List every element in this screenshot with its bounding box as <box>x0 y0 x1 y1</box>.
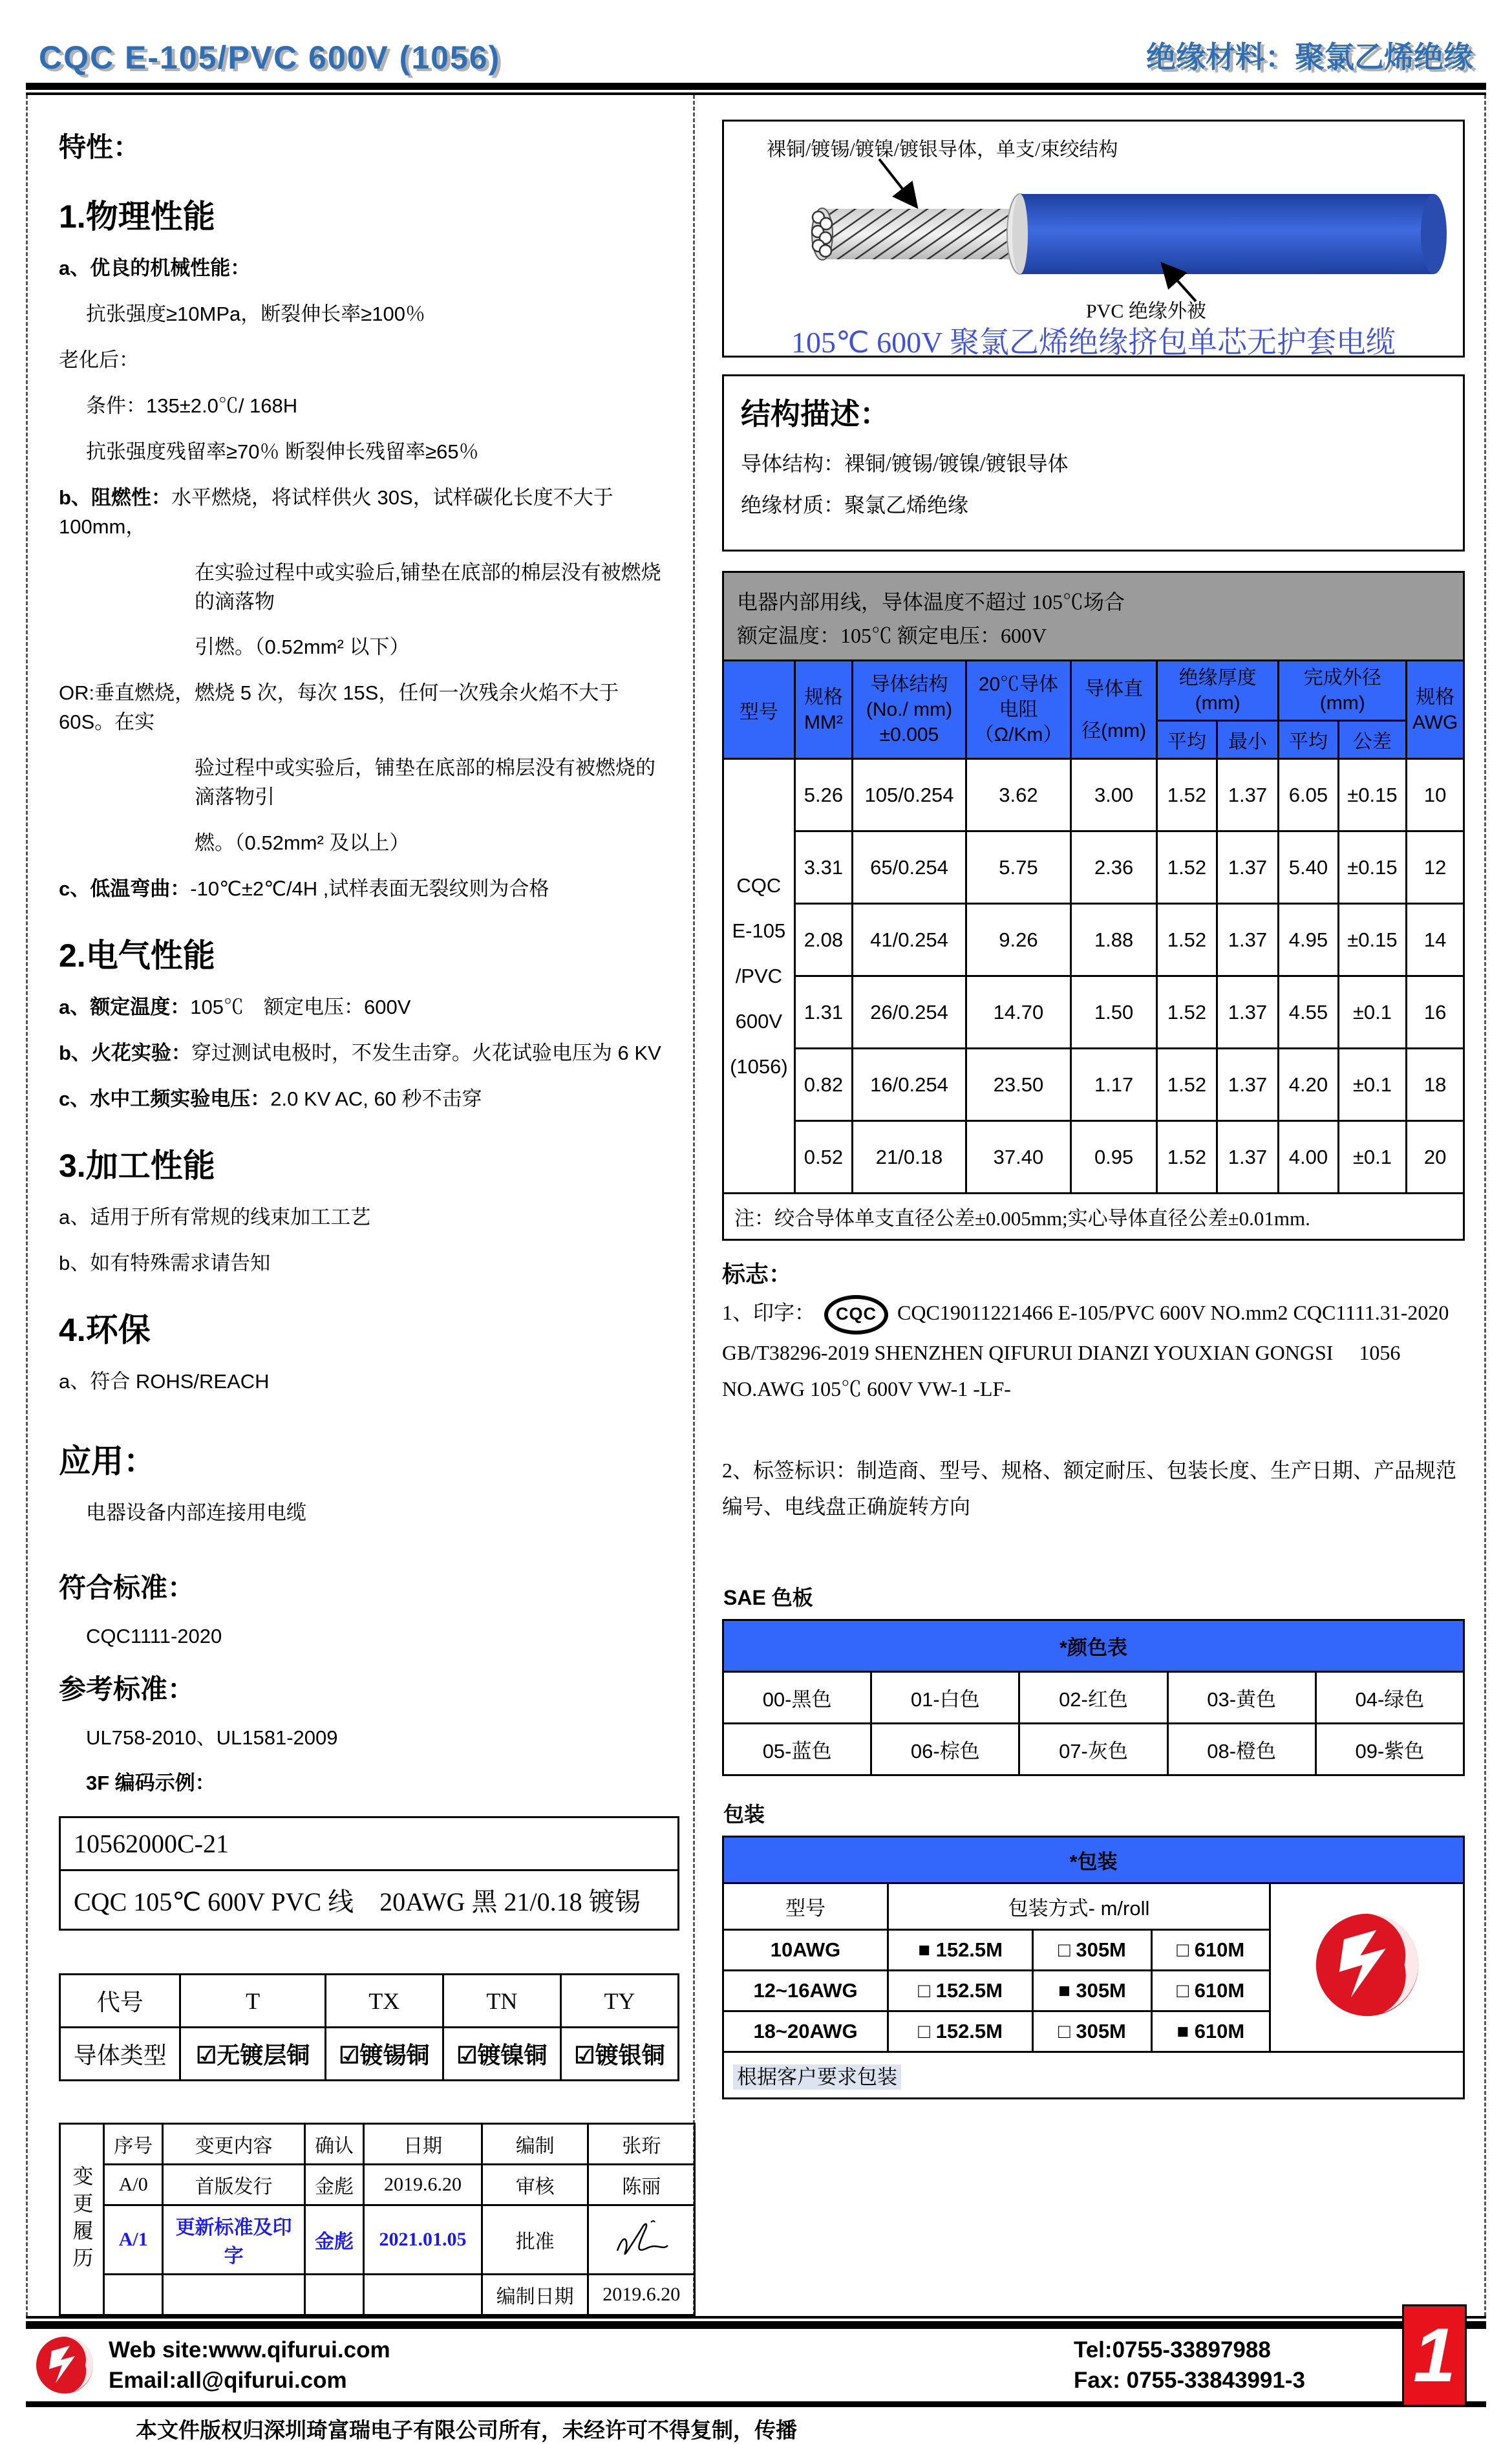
rev-a1-confirm: 金彪 <box>304 2205 363 2275</box>
packing-option: □ 305M <box>1033 2011 1151 2052</box>
mech-label: a、优良的机械性能： <box>59 257 251 279</box>
code-tx: TX <box>325 1975 443 2028</box>
col-structure-line3: ±0.005 <box>879 724 939 745</box>
review-name: 陈丽 <box>588 2165 695 2205</box>
label-marking-line: 2、标签标识：制造商、型号、规格、额定耐压、包装长度、生产日期、产品规范编号、电线盘正确旋转方向 <box>722 1459 1457 1519</box>
company-logo-cell <box>1270 1883 1464 2052</box>
packing-option: □ 152.5M <box>888 1971 1033 2011</box>
fax-text: Fax: 0755-33843991-3 <box>1073 2368 1305 2394</box>
packing-option: □ 305M <box>1033 1930 1151 1971</box>
packing-model: 10AWG <box>723 1930 888 1971</box>
rohs-line: a、符合 ROHS/REACH <box>59 1369 270 1393</box>
conductor-code-table <box>59 1973 679 2081</box>
conductor-arrow-icon <box>879 159 917 207</box>
usage-line2: 额定温度：105℃ 额定电压：600V <box>737 624 1047 647</box>
physical-heading: 1.物理性能 <box>59 198 215 235</box>
rated-label: a、额定温度： <box>59 996 191 1018</box>
model-line: /PVC <box>735 964 783 987</box>
left-column <box>26 95 695 2316</box>
spec-cell: 1.52 <box>1157 759 1217 831</box>
packing-model: 18~20AWG <box>723 2011 888 2052</box>
conductor-callout-label: 裸铜/镀锡/镀镍/镀银导体，单支/束绞结构 <box>767 139 1118 160</box>
col-od-avg: 平均 <box>1279 721 1338 759</box>
table-row <box>723 759 1464 831</box>
tensile-line: 抗张强度≥10MPa，断裂伸长率≥100％ <box>86 302 425 325</box>
table-row <box>723 1121 1464 1194</box>
footer-contact <box>109 2335 390 2396</box>
color-table-title: *颜色表 <box>723 1620 1464 1672</box>
rated-text: 105℃ 额定电压：600V <box>190 996 411 1018</box>
custom-packing-row <box>723 2052 1464 2099</box>
packing-option: ■ 610M <box>1151 2011 1270 2052</box>
silver-copper-option: ☑镀银铜 <box>560 2028 678 2081</box>
spec-cell: 1.52 <box>1157 1049 1217 1121</box>
table-row <box>723 976 1464 1049</box>
empty-cell <box>304 2275 363 2315</box>
table-row <box>60 1975 679 2028</box>
prepared-date-value: 2019.6.20 <box>588 2275 695 2315</box>
spec-note: 注：绞合导体单支直径公差±0.005mm;实心导体直径公差±0.01mm. <box>722 1194 1465 1241</box>
spec-cell: 23.50 <box>966 1049 1070 1121</box>
spec-cell: 16/0.254 <box>853 1049 966 1121</box>
spec-cell: 18 <box>1407 1049 1464 1121</box>
spec-cell: 4.95 <box>1279 904 1338 976</box>
spec-cell: 0.52 <box>794 1121 852 1194</box>
color-table <box>722 1619 1465 1776</box>
spec-cell: 0.82 <box>794 1049 852 1121</box>
copyright-line: 本文件版权归深圳琦富瑞电子有限公司所有，未经许可不得复制，传播 <box>136 2418 797 2443</box>
spec-cell: ±0.15 <box>1338 904 1407 976</box>
col-size-line1: 规格 <box>804 686 843 708</box>
code-header: 代号 <box>60 1975 180 2028</box>
rev-content-header: 变更内容 <box>163 2124 304 2165</box>
packing-model: 12~16AWG <box>723 1971 888 2011</box>
right-column <box>695 95 1486 2316</box>
model-cell <box>723 759 795 1194</box>
model-line: 600V <box>735 1009 783 1033</box>
main-content <box>26 95 1486 2316</box>
water-text: 2.0 KV AC, 60 秒不击穿 <box>270 1087 482 1110</box>
electrical-heading: 2.电气性能 <box>59 938 215 974</box>
aging-label: 老化后： <box>59 348 139 371</box>
processing-b: b、如有特殊需求请告知 <box>59 1251 271 1274</box>
conductor-type-label: 导体类型 <box>60 2028 180 2081</box>
approve-label: 批准 <box>482 2205 588 2275</box>
spec-cell: 12 <box>1407 831 1464 904</box>
spec-cell: 10 <box>1407 759 1464 831</box>
rev-confirm-header: 确认 <box>304 2124 363 2165</box>
signature-icon <box>606 2217 677 2262</box>
spec-cell: 1.37 <box>1217 904 1279 976</box>
spec-cell: 20 <box>1407 1121 1464 1194</box>
spec-cell: ±0.1 <box>1338 1049 1407 1121</box>
spec-cell: 5.40 <box>1279 831 1338 904</box>
spec-cell: 3.00 <box>1071 759 1157 831</box>
spec-cell: 21/0.18 <box>853 1121 966 1194</box>
code-example-box <box>59 1816 679 1931</box>
company-logo-icon <box>32 2333 97 2397</box>
col-model: 型号 <box>723 661 795 759</box>
col-awg <box>1407 661 1464 759</box>
code-example-desc: CQC 105℃ 600V PVC 线 20AWG 黑 21/0.18 镀锡 <box>74 1887 641 1917</box>
spec-cell: 41/0.254 <box>853 904 966 976</box>
spec-cell: 105/0.254 <box>853 759 966 831</box>
insulation-material-label: 绝缘材料：聚氯乙烯绝缘 <box>1146 40 1473 74</box>
model-line: (1056) <box>730 1055 788 1078</box>
spec-cell: 1.37 <box>1217 976 1279 1049</box>
review-label: 审核 <box>482 2165 588 2205</box>
bare-copper-option: ☑无镀层铜 <box>180 2028 325 2081</box>
table-row <box>723 1620 1464 1672</box>
flame-or1: OR:垂直燃烧，燃烧 5 次，每次 15S，任何一次残余火焰不大于 60S。在实 <box>59 681 619 734</box>
reference-heading: 参考标准： <box>59 1673 195 1704</box>
usage-band <box>722 571 1465 659</box>
tel-text: Tel:0755-33897988 <box>1073 2337 1271 2363</box>
spec-cell: 16 <box>1407 976 1464 1049</box>
revision-history-table <box>59 2123 696 2316</box>
color-07: 07-灰色 <box>1019 1724 1167 1775</box>
flame-text1: 水平燃烧，将试样供火 30S，试样碳化长度不大于 100mm， <box>59 486 613 538</box>
packing-option: □ 610M <box>1151 1971 1270 2011</box>
spec-cell: 26/0.254 <box>853 976 966 1049</box>
page-number: 1 <box>1413 2313 1456 2399</box>
packing-section <box>722 1798 1465 2099</box>
printing-prefix: 1、印字： <box>722 1301 816 1324</box>
spec-cell: 1.52 <box>1157 1121 1217 1194</box>
marks-section <box>722 1256 1465 1525</box>
col-ins-min: 最小 <box>1217 721 1279 759</box>
color-06: 06-棕色 <box>871 1724 1019 1775</box>
flame-or2: 验过程中或实验后，铺垫在底部的棉层没有被燃烧的滴落物引 <box>195 756 655 809</box>
packing-option: □ 152.5M <box>888 2011 1033 2052</box>
environment-heading: 4.环保 <box>59 1311 151 1348</box>
page-footer <box>26 2313 1486 2444</box>
spec-cell: 14 <box>1407 904 1464 976</box>
sae-section <box>722 1581 1465 1776</box>
spec-cell: ±0.1 <box>1338 1121 1407 1194</box>
insulation-material-line: 绝缘材质：聚氯乙烯绝缘 <box>741 493 969 517</box>
prepared-name: 张珩 <box>588 2124 695 2165</box>
col-structure <box>853 661 966 759</box>
spec-cell: 1.37 <box>1217 1121 1279 1194</box>
table-row <box>723 1672 1464 1724</box>
aging-condition: 条件：135±2.0℃/ 168H <box>86 394 298 417</box>
col-awg-line2: AWG <box>1412 711 1458 733</box>
rev-a0-no: A/0 <box>104 2165 163 2205</box>
color-02: 02-红色 <box>1019 1672 1167 1724</box>
spec-cell: 1.50 <box>1071 976 1157 1049</box>
col-resistance-line1: 20℃导体 <box>978 674 1059 695</box>
rev-no-header: 序号 <box>104 2124 163 2165</box>
spec-cell: 1.31 <box>794 976 852 1049</box>
revision-side-label: 变更履历 <box>60 2124 104 2315</box>
spark-label: b、火花实验： <box>59 1041 191 1064</box>
approval-signature-cell <box>588 2205 695 2275</box>
spec-cell: 3.62 <box>966 759 1070 831</box>
printing-text: CQC19011221466 E-105/PVC 600V NO.mm2 CQC1111.31-2020 GB/T38296-2019 SHENZHEN QIFURUI DIANZI YOUXIAN GONGSI 1056 NO.AWG 105℃ 600V VW-1 -LF- <box>722 1301 1449 1401</box>
footer-rule-thick <box>26 2321 1486 2329</box>
sae-heading: SAE 色板 <box>723 1586 813 1610</box>
cqc-mark-icon: CQC <box>824 1295 888 1335</box>
col-od-group <box>1279 661 1407 721</box>
footer-body <box>26 2329 1486 2401</box>
email-text[interactable]: Email:all@qifurui.com <box>109 2368 347 2394</box>
jacket-callout-label: PVC 绝缘外被 <box>1086 301 1206 322</box>
rev-a0-content: 首版发行 <box>163 2165 304 2205</box>
spec-cell: 9.26 <box>966 904 1070 976</box>
spec-cell: 37.40 <box>966 1121 1070 1194</box>
table-row <box>723 1049 1464 1121</box>
model-line: E-105 <box>732 919 786 942</box>
spark-text: 穿过测试电极时，不发生击穿。火花试验电压为 6 KV <box>191 1041 661 1064</box>
table-row <box>60 2205 695 2275</box>
spec-cell: ±0.1 <box>1338 976 1407 1049</box>
rev-a0-confirm: 金彪 <box>304 2165 363 2205</box>
table-row <box>723 1883 1464 1930</box>
spec-cell: 65/0.254 <box>853 831 966 904</box>
code-ty: TY <box>560 1975 678 2028</box>
spec-cell: 1.37 <box>1217 1049 1279 1121</box>
color-01: 01-白色 <box>871 1672 1019 1724</box>
col-resistance-line3: （Ω/Km） <box>974 724 1063 745</box>
tinned-copper-option: ☑镀锡铜 <box>325 2028 443 2081</box>
rev-a0-date: 2019.6.20 <box>364 2165 482 2205</box>
packing-method-header: 包装方式- m/roll <box>888 1883 1270 1930</box>
spec-cell: 2.36 <box>1071 831 1157 904</box>
packing-option: ■ 152.5M <box>888 1930 1033 1971</box>
table-row <box>60 2124 695 2165</box>
conductor-structure-line: 导体结构：裸铜/镀锡/镀镍/镀银导体 <box>741 452 1069 475</box>
col-insulation-group <box>1157 661 1279 721</box>
spec-cell: 1.52 <box>1157 904 1217 976</box>
coldbend-text: -10℃±2℃/4H ,试样表面无裂纹则为合格 <box>190 877 549 901</box>
col-diameter <box>1071 661 1157 759</box>
table-row <box>60 2165 695 2205</box>
empty-cell <box>163 2275 304 2315</box>
spec-cell: ±0.15 <box>1338 831 1407 904</box>
col-awg-line1: 规格 <box>1416 686 1455 708</box>
color-03: 03-黄色 <box>1167 1672 1315 1724</box>
cable-illustration-box <box>722 120 1465 358</box>
col-insulation-title: 绝缘厚度 <box>1178 667 1257 689</box>
packing-option: ■ 305M <box>1033 1971 1151 2011</box>
col-diameter-line2: 径(mm) <box>1081 720 1147 742</box>
standards-heading: 符合标准： <box>59 1572 195 1603</box>
spec-cell: 0.95 <box>1071 1121 1157 1194</box>
packing-table-title: *包装 <box>723 1837 1464 1883</box>
spec-cell: ±0.15 <box>1338 759 1407 831</box>
spec-cell: 1.52 <box>1157 831 1217 904</box>
color-04: 04-绿色 <box>1315 1672 1464 1724</box>
footer-rule-bottom <box>26 2401 1486 2407</box>
company-logo-icon <box>1309 1907 1425 2023</box>
website-text[interactable]: Web site:www.qifurui.com <box>109 2337 390 2363</box>
code-t: T <box>180 1975 325 2028</box>
spec-cell: 1.17 <box>1071 1049 1157 1121</box>
structure-heading: 结构描述： <box>741 397 889 431</box>
header-rule-thick <box>26 83 1486 90</box>
marks-heading: 标志： <box>722 1261 793 1287</box>
rev-a1-no: A/1 <box>104 2205 163 2275</box>
application-heading: 应用： <box>59 1442 156 1479</box>
spec-cell: 1.52 <box>1157 976 1217 1049</box>
color-08: 08-橙色 <box>1167 1724 1315 1775</box>
table-row <box>723 661 1464 721</box>
coldbend-label: c、低温弯曲： <box>59 877 191 901</box>
col-od-tol: 公差 <box>1338 721 1407 759</box>
table-row <box>723 904 1464 976</box>
spec-cell: 1.37 <box>1217 831 1279 904</box>
printing-line <box>722 1294 1465 1407</box>
spec-cell: 5.26 <box>794 759 852 831</box>
spec-cell: 4.55 <box>1279 976 1338 1049</box>
empty-cell <box>104 2275 163 2315</box>
table-row <box>60 2028 679 2081</box>
table-row <box>723 831 1464 904</box>
water-label: c、水中工频实验电压： <box>59 1087 271 1110</box>
color-09: 09-紫色 <box>1315 1724 1464 1775</box>
standards-text: CQC1111-2020 <box>86 1624 222 1647</box>
col-size-line2: MM² <box>804 711 843 733</box>
table-row <box>723 2052 1464 2099</box>
document-title: CQC E-105/PVC 600V (1056) <box>39 39 501 76</box>
cable-drawing-icon <box>743 147 1474 309</box>
structure-description-box <box>722 374 1465 552</box>
spec-cell: 1.88 <box>1071 904 1157 976</box>
packing-table <box>722 1836 1465 2099</box>
cable-product-title: 105℃ 600V 聚氯乙烯绝缘挤包单芯无护套电缆 <box>791 326 1396 359</box>
processing-a: a、适用于所有常规的线束加工工艺 <box>59 1205 371 1228</box>
processing-heading: 3.加工性能 <box>59 1147 215 1184</box>
spec-cell: 2.08 <box>794 904 852 976</box>
packing-model-header: 型号 <box>723 1883 888 1930</box>
usage-line1: 电器内部用线，导体温度不超过 105℃场合 <box>737 590 1125 614</box>
model-line: CQC <box>736 874 782 897</box>
prepared-date-label: 编制日期 <box>482 2275 588 2315</box>
color-05: 05-蓝色 <box>723 1724 871 1775</box>
spec-cell: 4.00 <box>1279 1121 1338 1194</box>
table-row <box>723 1724 1464 1775</box>
rev-a1-content: 更新标准及印字 <box>163 2205 304 2275</box>
prepared-label: 编制 <box>482 2124 588 2165</box>
table-row <box>723 1837 1464 1883</box>
footer-rule-thin <box>26 2316 1486 2319</box>
flame-text2: 在实验过程中或实验后,铺垫在底部的棉层没有被燃烧的滴落物 <box>195 561 661 613</box>
rev-date-header: 日期 <box>364 2124 482 2165</box>
application-text: 电器设备内部连接用电缆 <box>86 1501 306 1524</box>
spec-cell: 5.75 <box>966 831 1070 904</box>
flame-or3: 燃。（0.52mm² 及以上） <box>195 831 410 855</box>
packing-option: □ 610M <box>1151 1930 1270 1971</box>
code-tn: TN <box>443 1975 560 2028</box>
spec-cell: 14.70 <box>966 976 1070 1049</box>
page-number-badge <box>1402 2304 1467 2406</box>
spec-cell: 1.37 <box>1217 759 1279 831</box>
col-od-unit: (mm) <box>1319 692 1365 714</box>
custom-packing-text: 根据客户要求包装 <box>733 2064 901 2090</box>
footer-right <box>1074 2335 1305 2396</box>
packing-heading: 包装 <box>723 1803 765 1827</box>
reference-text: UL758-2010、UL1581-2009 <box>86 1726 338 1749</box>
page-header <box>0 0 1512 83</box>
code-example-number: 10562000C-21 <box>61 1818 677 1871</box>
nickel-copper-option: ☑镀镍铜 <box>443 2028 560 2081</box>
col-resistance-line2: 电阻 <box>999 699 1038 720</box>
spec-cell: 3.31 <box>794 831 852 904</box>
empty-cell <box>364 2275 482 2315</box>
flame-label: b、阻燃性： <box>59 486 171 509</box>
aging-residual: 抗张强度残留率≥70％ 断裂伸长残留率≥65％ <box>86 440 479 463</box>
col-diameter-line1: 导体直 <box>1085 678 1144 700</box>
spec-cell: 6.05 <box>1279 759 1338 831</box>
spec-table <box>722 659 1465 1194</box>
color-00: 00-黑色 <box>723 1672 871 1724</box>
col-insulation-unit: (mm) <box>1195 692 1240 714</box>
code-example-heading: 3F 编码示例： <box>86 1772 215 1795</box>
col-structure-line1: 导体结构 <box>870 674 948 695</box>
footer-left <box>32 2333 390 2397</box>
col-resistance <box>966 661 1070 759</box>
spec-cell: 4.20 <box>1279 1049 1338 1121</box>
flame-text3: 引燃。（0.52mm² 以下） <box>195 636 410 659</box>
rev-a1-date: 2021.01.05 <box>364 2205 482 2275</box>
col-od-title: 完成外径 <box>1303 667 1381 689</box>
table-row <box>60 2275 695 2315</box>
col-size <box>794 661 852 759</box>
col-ins-avg: 平均 <box>1157 721 1217 759</box>
features-heading: 特性： <box>59 132 141 162</box>
col-structure-line2: (No./ mm) <box>866 699 953 720</box>
